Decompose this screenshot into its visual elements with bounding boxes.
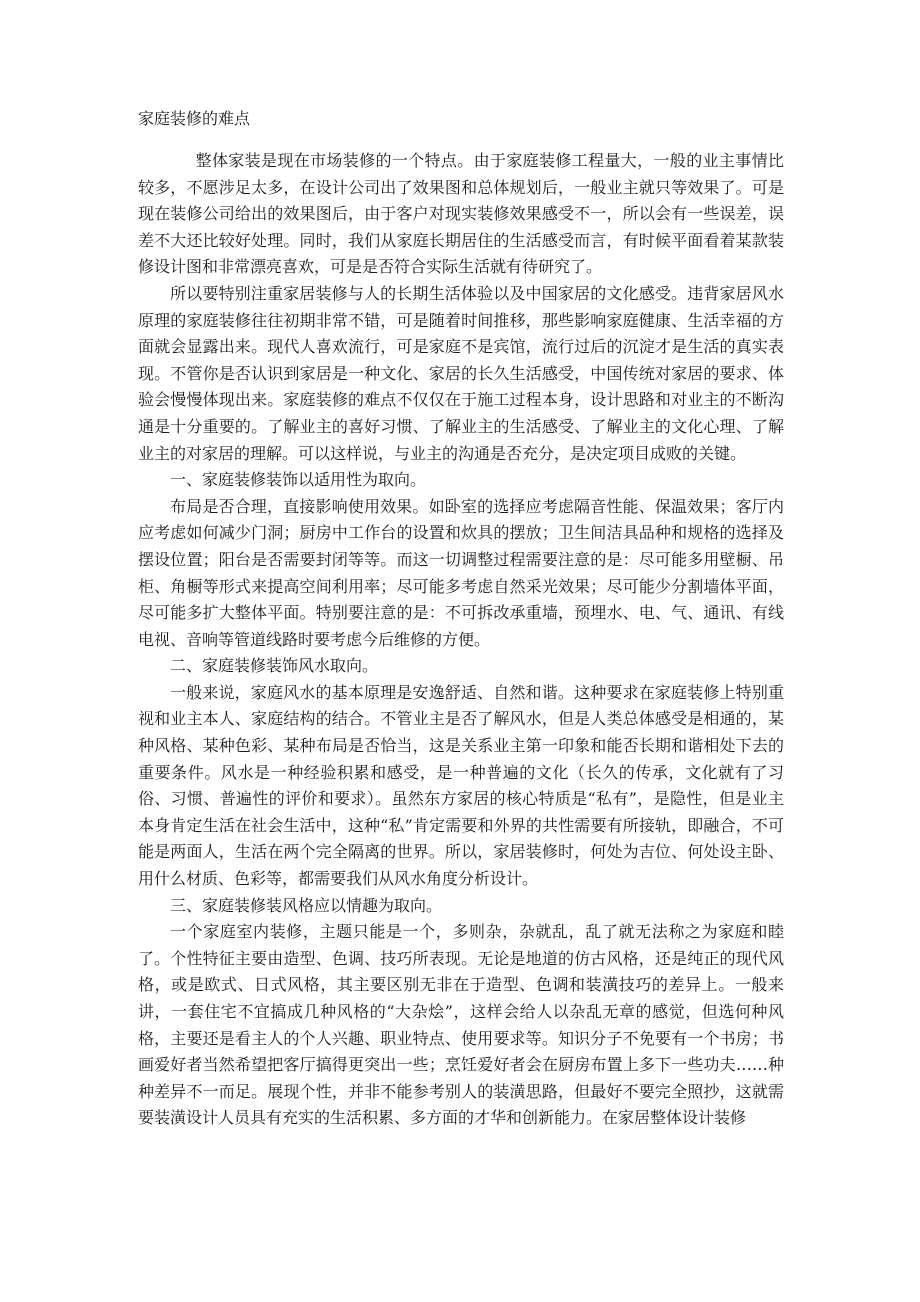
document-page — [138, 108, 784, 1132]
section-heading-1: 一、家庭装修装饰以适用性为取向。 — [170, 470, 427, 490]
document-title: 家庭装修的难点 — [138, 109, 251, 128]
section-heading-2: 二、家庭装修装饰风水取向。 — [170, 656, 379, 676]
paragraph-4: 一般来说，家庭风水的基本原理是安逸舒适、自然和谐。这种要求在家庭装修上特别重视和业主本人、家庭结构的结合。不管业主是否了解风水，但是人类总体感受是相通的，某种风格、某种色彩、某种布局是否恰当，这是关系业主第一印象和能否长期和谐相处下去的重要条件。风水是一种经验积累和感受，是一种普遍的文化（长久的传承，文化就有了习俗、习惯、普遍性的评价和要求）。虽然东方家居的核心特质是“私有”，是隐性，但是业主本身肯定生活在社会生活中，这种“私”肯定需要和外界的共性需要有所接轨，即融合，不可能是两面人，生活在两个完全隔离的世界。所以，家居装修时，何处为吉位、何处设主卧、用什么材质、色彩等，都需要我们从风水角度分析设计。 — [138, 682, 784, 889]
section-heading-3: 三、家庭装修装风格应以情趣为取向。 — [170, 895, 443, 915]
paragraph-5: 一个家庭室内装修，主题只能是一个，多则杂，杂就乱，乱了就无法称之为家庭和睦了。个性特征主要由造型、色调、技巧所表现。无论是地道的仿古风格，还是纯正的现代风格，或是欧式、日式风格，其主要区别无非在于造型、色调和装潢技巧的差异上。一般来讲，一套住宅不宜搞成几种风格的“大杂烩”，这样会给人以杂乱无章的感觉，但选何种风格，主要还是看主人的个人兴趣、职业特点、使用要求等。知识分子不免要有一个书房；书画爱好者当然希望把客厅搞得更突出一些；烹饪爱好者会在厨房布置上多下一些功夫……种种差异不一而足。展现个性，并非不能参考别人的装潢思路，但最好不要完全照抄，这就需要装潢设计人员具有充实的生活积累、多方面的才华和创新能力。在家居整体设计装修 — [138, 922, 784, 1128]
paragraph-1: 整体家装是现在市场装修的一个特点。由于家庭装修工程量大，一般的业主事情比较多，不愿涉足太多，在设计公司出了效果图和总体规划后，一般业主就只等效果了。可是现在装修公司给出的效果图后，由于客户对现实装修效果感受不一，所以会有一些误差，误差不大还比较好处理。同时，我们从家庭长期居住的生活感受而言，有时候平面看着某款装修设计图和非常漂亮喜欢，可是是否符合实际生活就有待研究了。 — [138, 151, 784, 277]
paragraph-3: 布局是否合理，直接影响使用效果。如卧室的选择应考虑隔音性能、保温效果；客厅内应考虑如何减少门洞；厨房中工作台的设置和炊具的摆放；卫生间洁具品种和规格的选择及摆设位置；阳台是否需要封闭等等。而这一切调整过程需要注意的是：尽可能多用壁橱、吊柜、角橱等形式来提高空间利用率；尽可能多考虑自然采光效果；尽可能少分割墙体平面，尽可能多扩大整体平面。特别要注意的是：不可拆改承重墙，预埋水、电、气、通讯、有线电视、音响等管道线路时要考虑今后维修的方便。 — [138, 496, 784, 649]
paragraph-2: 所以要特别注重家居装修与人的长期生活体验以及中国家居的文化感受。违背家居风水原理的家庭装修往往初期非常不错，可是随着时间推移，那些影响家庭健康、生活幸福的方面就会显露出来。现代人喜欢流行，可是家庭不是宾馆，流行过后的沉淀才是生活的真实表现。不管你是否认识到家居是一种文化、家居的长久生活感受，中国传统对家居的要求、体验会慢慢体现出来。家庭装修的难点不仅仅在于施工过程本身，设计思路和对业主的不断沟通是十分重要的。了解业主的喜好习惯、了解业主的生活感受、了解业主的文化心理、了解业主的对家居的理解。可以这样说，与业主的沟通是否充分，是决定项目成败的关键。 — [138, 283, 784, 463]
